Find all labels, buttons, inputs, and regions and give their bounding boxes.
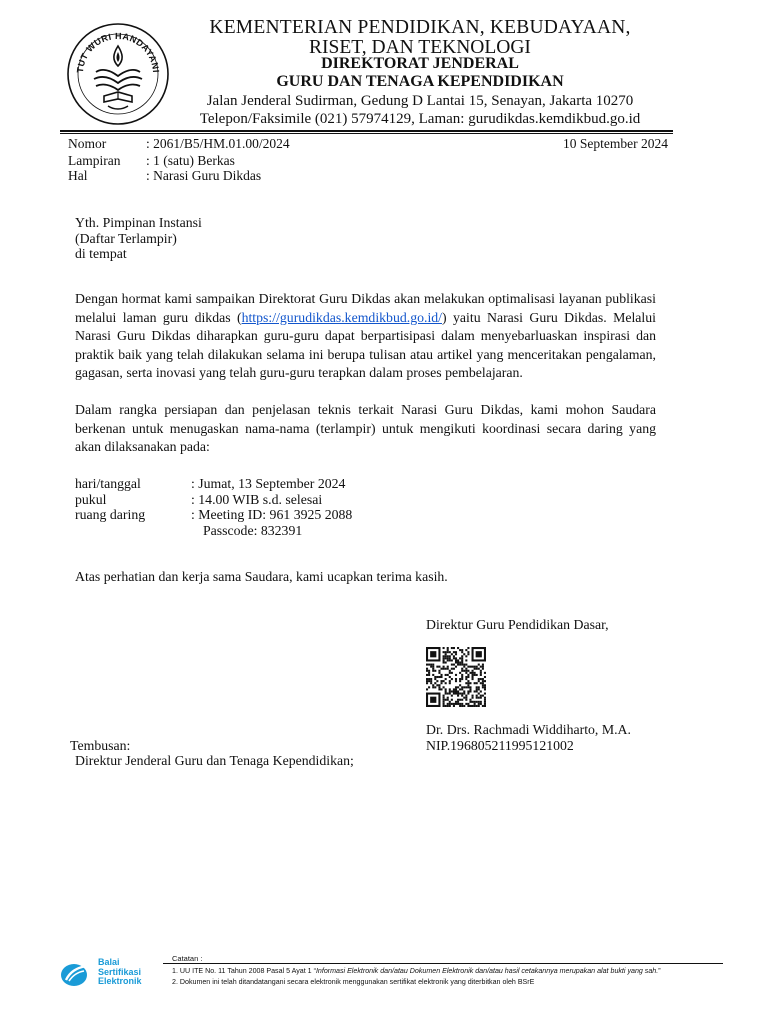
letter-date: 10 September 2024 [563,136,668,151]
closing-sentence: Atas perhatian dan kerja sama Saudara, kami ucapkan terima kasih. [75,569,448,584]
footer-note-1 [172,967,661,975]
hal-value: : Narasi Guru Dikdas [146,168,262,183]
bsre-text-line2: Sertifikasi [98,966,142,977]
note1-end: ” [658,967,661,975]
signatory-name: Dr. Drs. Rachmadi Widdiharto, M.A. [426,722,631,737]
recipient-line1: Yth. Pimpinan Instansi [75,215,202,230]
directorate-line1: DIREKTORAT JENDERAL [321,55,519,72]
bsre-text-line1: Balai [98,957,120,967]
footer-rule [163,963,723,964]
footer-note-2: 2. Dokumen ini telah ditandatangani secara elektronik menggunakan sertifikat elektronik yang diterbitkan oleh BSrE [172,978,535,986]
hal-label: Hal [68,168,88,183]
nomor-label: Nomor [68,136,107,151]
recipient-line2: (Daftar Terlampir) [75,231,177,246]
gurudikdas-link[interactable]: https://gurudikdas.kemdikbud.go.id/ [241,309,443,325]
schedule-time-value: : 14.00 WIB s.d. selesai [191,492,323,507]
body-paragraph-2: Dalam rangka persiapan dan penjelasan teknis terkait Narasi Guru Dikdas, kami mohon Saudara berkenan untuk menugaskan nama-nama (terlampir) untuk mengikuti koordinasi secara daring yang akan dilaksanakan pada: [75,402,656,454]
letterhead-rule-thick [60,130,673,132]
tembusan-label: Tembusan: [70,738,131,753]
recipient-line3: di tempat [75,246,127,261]
bsre-emblem-icon [60,960,90,988]
tut-wuri-handayani-logo [66,22,170,126]
tembusan-item: Direktur Jenderal Guru dan Tenaga Kependidikan; [75,753,354,768]
schedule-date-label: hari/tanggal [75,476,141,491]
note1-italic: Informasi Elektronik dan/atau Dokumen Elektronik dan/atau hasil cetakannya merupakan alat bukti yang sah. [315,967,659,975]
ministry-name-line2: RISET, DAN TEKNOLOGI [309,37,531,58]
bsre-text-line3: Elektronik [98,976,142,986]
ministry-name-line1: KEMENTERIAN PENDIDIKAN, KEBUDAYAAN, [209,17,631,38]
schedule-room-label: ruang daring [75,507,146,522]
schedule-passcode: Passcode: 832391 [203,523,303,538]
schedule-time-label: pukul [75,492,107,507]
signatory-title: Direktur Guru Pendidikan Dasar, [426,617,609,632]
lampiran-value: : 1 (satu) Berkas [146,153,235,168]
lampiran-label: Lampiran [68,153,121,168]
schedule-room-value: : Meeting ID: 961 3925 2088 [191,507,353,522]
letterhead-rule-thin [60,133,673,134]
catatan-label: Catatan : [172,954,203,963]
body-paragraph-1 [75,290,656,383]
signature-qr-code [426,647,486,707]
directorate-line2: GURU DAN TENAGA KEPENDIDIKAN [276,73,564,90]
svg-text:TUT WURI HANDAYANI: TUT WURI HANDAYANI [74,30,162,74]
note1-start: 1. UU ITE No. 11 Tahun 2008 Pasal 5 Ayat 1 “ [172,967,316,975]
address-line: Jalan Jenderal Sudirman, Gedung D Lantai 15, Senayan, Jakarta 10270 [206,93,634,109]
signatory-nip: NIP.196805211995121002 [426,738,574,753]
contact-line: Telepon/Faksimile (021) 57974129, Laman: gurudikdas.kemdikbud.go.id [199,111,641,127]
schedule-date-value: : Jumat, 13 September 2024 [191,476,346,491]
p1-text-start: Dengan hormat kami sampaikan Direktorat Guru Dikdas akan melakukan optimalisasi layanan publikasi melalui laman guru dikdas ( [75,291,656,325]
nomor-value: : 2061/B5/HM.01.00/2024 [146,136,290,151]
p1-text-end: ) yaitu Narasi Guru Dikdas. Melalui Narasi Guru Dikdas diharapkan guru-guru dapat berpartisipasi dalam menyebarluaskan inspirasi dan praktik baik yang telah dilakukan selama ini berupa tulisan atau artikel yang menceritakan pengalaman, gagasan, serta inovasi yang telah guru-guru terapkan dalam proses pembelajaran. [75,309,656,380]
bsre-logo [60,958,160,990]
